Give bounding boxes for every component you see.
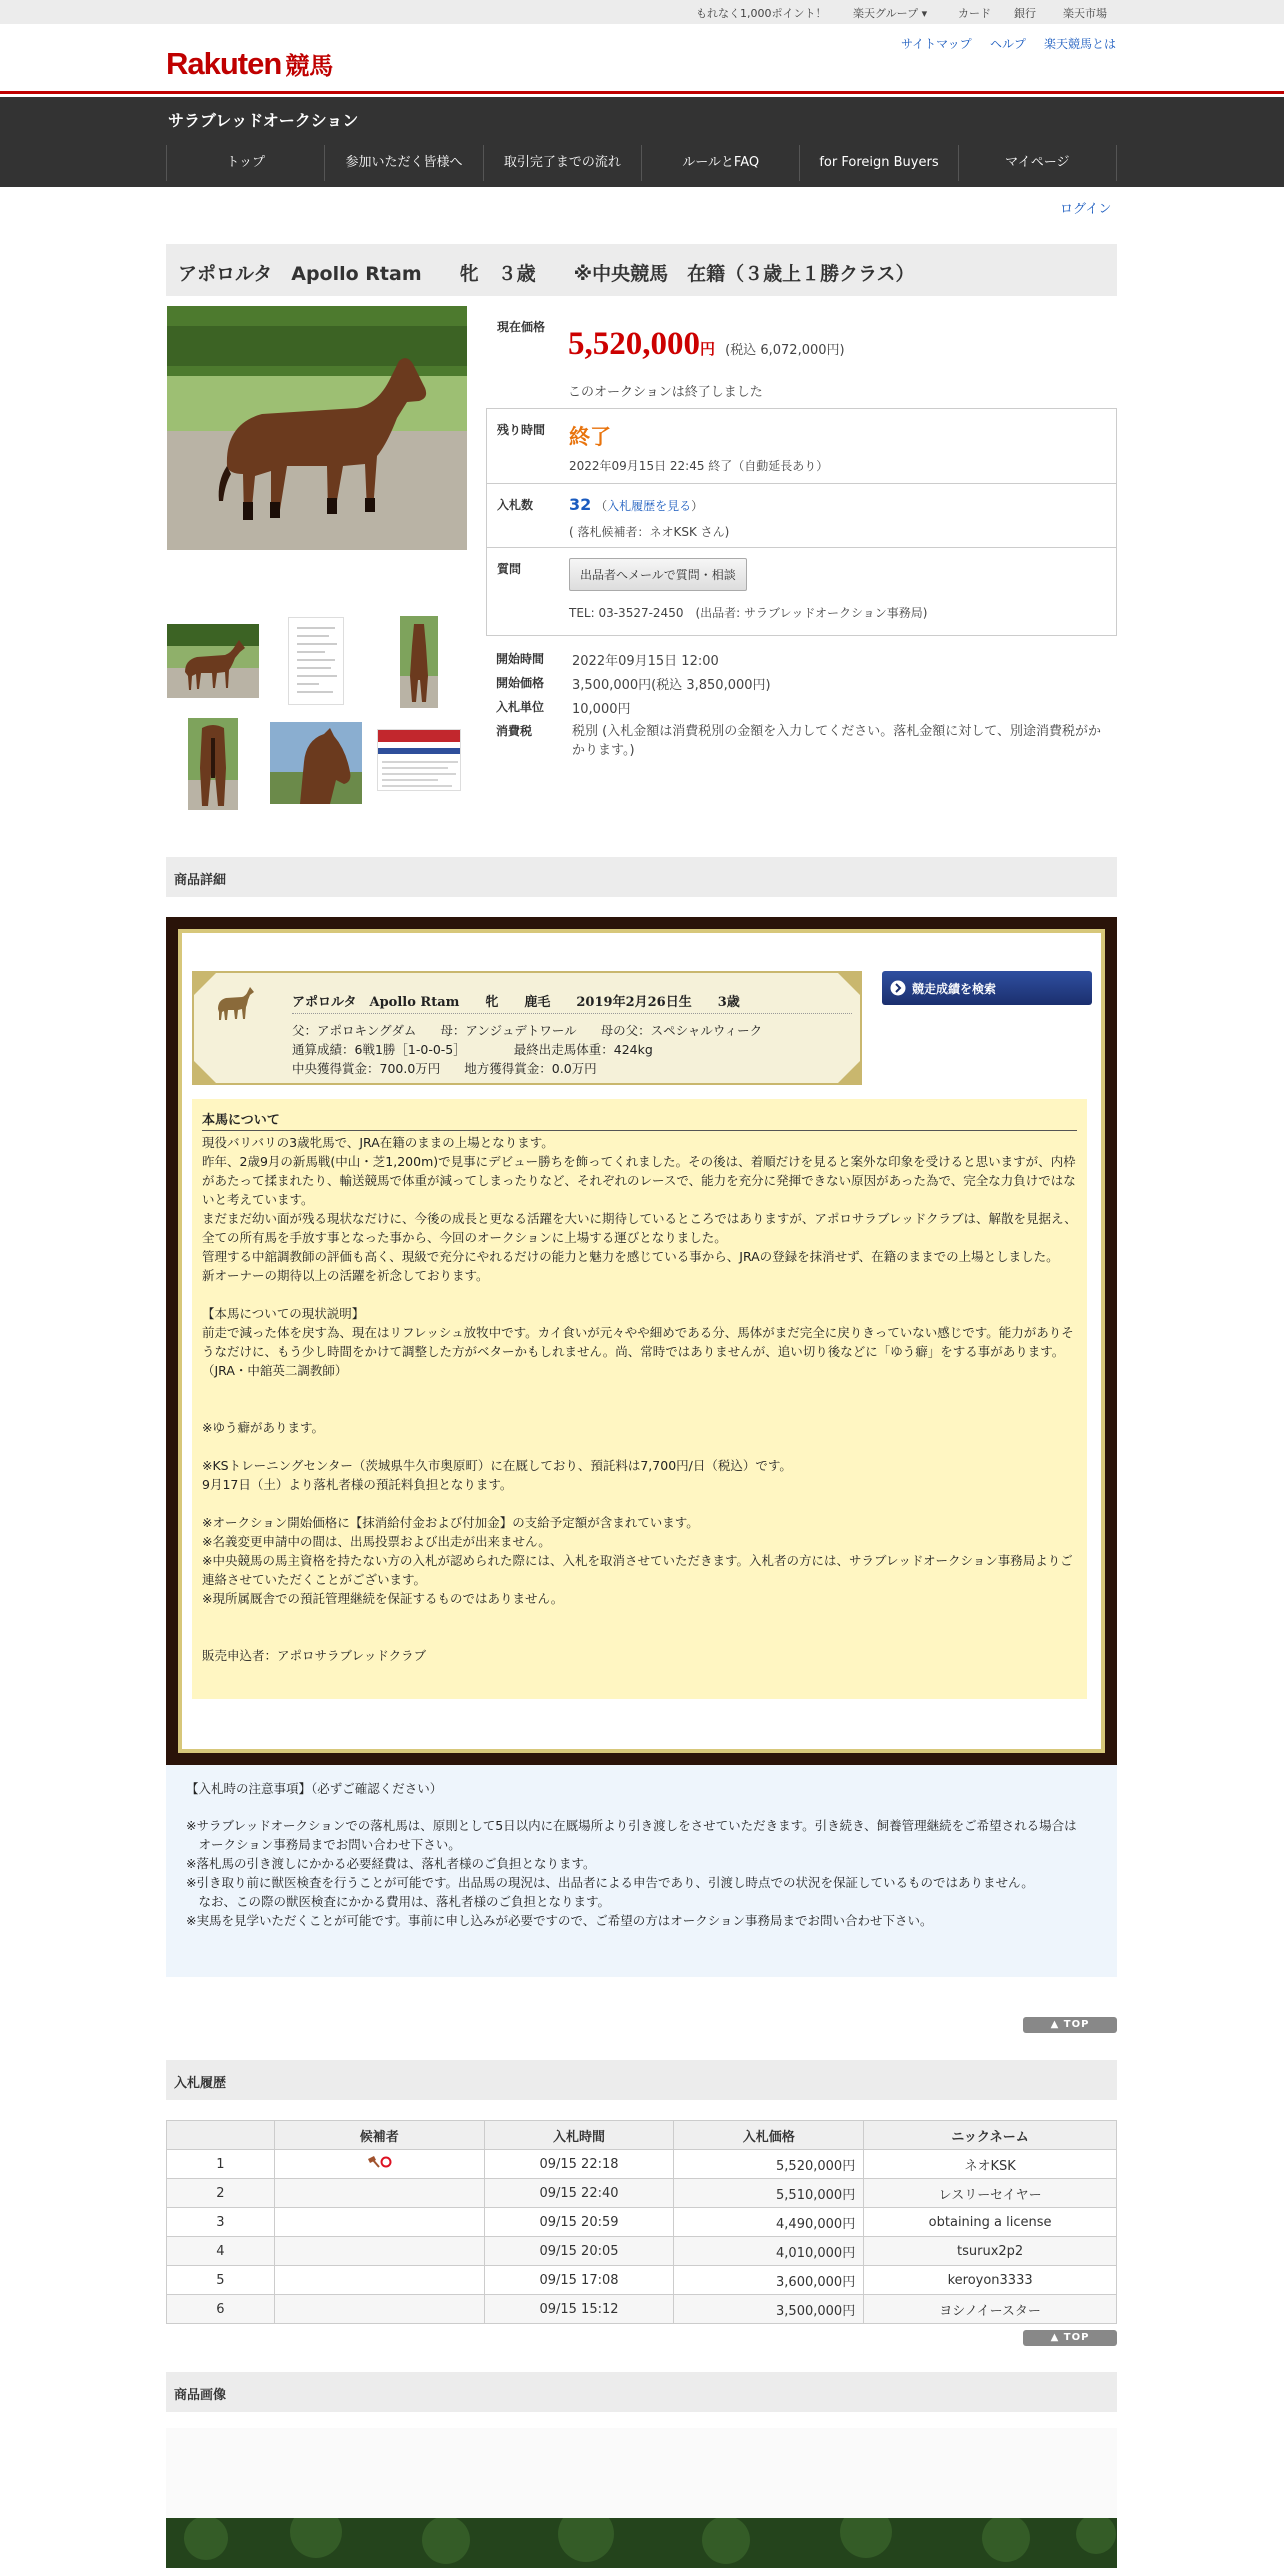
thumbnail-document[interactable] xyxy=(288,617,344,705)
bid-time-cell: 09/15 15:12 xyxy=(484,2295,674,2324)
detail-label: 開始時間 xyxy=(496,652,545,666)
listing-title: アポロルタ Apollo Rtam 牝 ３歳 ※中央競馬 在籍（３歳上１勝クラス） xyxy=(178,263,915,285)
section-header-images xyxy=(166,2372,1117,2412)
nav-foreign-buyers[interactable]: for Foreign Buyers xyxy=(800,145,958,181)
horse-icon xyxy=(212,983,258,1023)
sire: 父：アポロキングダム xyxy=(292,1023,417,1038)
rank-cell: 2 xyxy=(167,2179,275,2208)
bid-price-cell: 5,510,000円 xyxy=(674,2179,864,2208)
site-title[interactable]: サラブレッドオークション xyxy=(168,111,359,130)
table-row xyxy=(167,2237,1117,2266)
bids-label: 入札数 xyxy=(497,498,534,512)
bid-time-cell: 09/15 17:08 xyxy=(484,2266,674,2295)
question-label: 質問 xyxy=(497,562,522,576)
candidate-cell xyxy=(274,2237,484,2266)
rank-cell: 1 xyxy=(167,2150,275,2179)
nickname-cell: obtaining a license xyxy=(864,2208,1117,2237)
remaining-row xyxy=(487,409,1116,484)
corner-ornament xyxy=(836,1059,862,1085)
top-button-label: TOP xyxy=(1063,2019,1090,2030)
table-row xyxy=(167,2179,1117,2208)
nickname-cell: keroyon3333 xyxy=(864,2266,1117,2295)
bid-price-cell: 3,600,000円 xyxy=(674,2266,864,2295)
table-row xyxy=(167,2150,1117,2179)
rank-cell: 5 xyxy=(167,2266,275,2295)
last-weight: 最終出走馬体重：424kg xyxy=(513,1042,653,1057)
help-link[interactable]: ヘルプ xyxy=(990,37,1027,51)
seller-name: 販売申込者：アポロサラブレッドクラブ xyxy=(202,1648,427,1663)
section-title: 商品画像 xyxy=(174,2388,227,2403)
notes-body-remarks: ※ゆう癖があります。 ※KSトレーニングセンター（茨城県牛久市奥原町）に在厩しており、預託料は7,700円/日（税込）です。 9月17日（土）より落札者様の預託料負担となります。 ※オークション開始価格に【抹消給付金および付加金】の支給予定額が含まれています。 ※名義変更申請中の間は、出馬投票および出走が出来ません。 ※中央競馬の馬主資格を持たない方の入札が認められた際には、入札を取消させていただきます。入札者の方には、サラブレッドオークション事務局よりご連絡させていただくことがございます。 ※現所属厩舎での預託管理継続を保証するものではありません。 xyxy=(202,1420,1073,1606)
col-header-rank xyxy=(167,2121,275,2150)
current-price xyxy=(568,326,845,363)
bidding-caution-box xyxy=(166,1765,1117,1977)
thumbnail-horse-side[interactable] xyxy=(167,624,259,698)
horse-notes xyxy=(192,1099,1087,1699)
central-prize: 中央獲得賞金：700.0万円 xyxy=(292,1061,441,1076)
caution-heading: 【入札時の注意事項】（必ずご確認ください） xyxy=(186,1781,443,1796)
nav-top[interactable]: トップ xyxy=(167,145,325,181)
sitemap-link[interactable]: サイトマップ xyxy=(901,37,972,51)
login-link[interactable]: ログイン xyxy=(1060,202,1112,217)
bid-time-cell: 09/15 20:59 xyxy=(484,2208,674,2237)
winner-hammer-icon xyxy=(366,2155,392,2169)
bid-price-cell: 5,520,000円 xyxy=(674,2150,864,2179)
ichiba-link[interactable]: 楽天市場 xyxy=(1063,7,1107,20)
caution-body: ※サラブレッドオークションでの落札馬は、原則として5日以内に在厩場所より引き渡しをさせていただきます。引き続き、飼養管理継続をご希望される場合は オークション事務局までお問い合わせ下さい。 ※落札馬の引き渡しにかかる必要経費は、落札者様のご負担となります。 ※引き取り前に獣医検査を行うことが可能です。出品馬の現況は、出品者による申告であり、引渡し時点での状況を保証しているものではありません。 なお、この際の獣医検査にかかる費用は、落札者様のご負担となります。 ※実馬を見学いただくことが可能です。事前に申し込みが必要ですので、ご希望の方はオークション事務局までお問い合わせ下さい。 xyxy=(186,1818,1077,1928)
card-link[interactable]: カード xyxy=(958,7,991,20)
remaining-value: 終了 xyxy=(569,425,611,449)
notes-body-condition: 【本馬についての現状説明】 前走で減った体を戻す為、現在はリフレッシュ放牧中です。カイ食いが元々やや細めである分、馬体がまだ完全に戻りきっていない感じです。能力がありそうなだけに、もう少し時間をかけて調整した方がベターかもしれません。尚、常時ではありませんが、追い切り後などに「ゆう癖」をする事があります。（JRA・中舘英二調教師） xyxy=(202,1306,1074,1378)
corner-ornament xyxy=(836,971,862,997)
bid-info-box xyxy=(486,408,1117,636)
col-header-bid-time: 入札時間 xyxy=(484,2121,674,2150)
damsire: 母の父：スペシャルウィーク xyxy=(600,1023,763,1038)
section-title: 入札履歴 xyxy=(174,2076,227,2091)
image-gallery-spacer xyxy=(166,2428,1117,2518)
bid-history-link[interactable]: 入札履歴を見る xyxy=(607,499,692,513)
top-utility-bar xyxy=(0,0,1284,24)
site-header xyxy=(0,24,1284,94)
search-button-label: 競走成績を検索 xyxy=(912,982,997,996)
nav-mypage[interactable]: マイページ xyxy=(959,145,1117,181)
bid-price-cell: 3,500,000円 xyxy=(674,2295,864,2324)
main-horse-photo[interactable] xyxy=(167,306,467,550)
remaining-label: 残り時間 xyxy=(497,423,546,437)
bids-count-line: 32 （入札履歴を見る） xyxy=(569,495,704,514)
race-record: 通算成績：6戦1勝［1-0-0-5］ xyxy=(292,1042,466,1057)
col-header-bid-price: 入札価格 xyxy=(674,2121,864,2150)
candidate-cell xyxy=(274,2295,484,2324)
thumbnail-horse-rear[interactable] xyxy=(188,718,238,810)
thumbnail-info-sheet[interactable] xyxy=(377,729,461,791)
logo-keiba-text: 競馬 xyxy=(285,52,334,80)
detail-value: 10,000円 xyxy=(572,702,631,717)
card-divider xyxy=(292,1013,852,1014)
nickname-cell: ヨシノイースター xyxy=(864,2295,1117,2324)
main-nav xyxy=(166,145,1117,181)
col-header-nickname: ニックネーム xyxy=(864,2121,1117,2150)
rank-cell: 6 xyxy=(167,2295,275,2324)
nickname-cell: ネオKSK xyxy=(864,2150,1117,2179)
detail-inner xyxy=(178,929,1105,1753)
table-header-row xyxy=(167,2121,1117,2150)
about-link[interactable]: 楽天競馬とは xyxy=(1044,37,1117,51)
logo-rakuten-text: Rakuten xyxy=(166,46,282,81)
price-tax-included: (税込 6,072,000円) xyxy=(725,343,845,358)
section-title: 商品詳細 xyxy=(174,873,227,888)
section-header-history xyxy=(166,2060,1117,2100)
main-nav-band xyxy=(0,97,1284,187)
thumbnail-horse-head[interactable] xyxy=(270,722,362,804)
listing-title-bar xyxy=(166,244,1117,296)
back-to-top-button[interactable]: ▲ TOP xyxy=(1023,2017,1117,2033)
corner-ornament xyxy=(192,1059,218,1085)
nav-flow[interactable]: 取引完了までの流れ xyxy=(484,145,642,181)
nav-rules-faq[interactable]: ルールとFAQ xyxy=(642,145,800,181)
horse-card xyxy=(192,971,862,1085)
notes-heading: 本馬について xyxy=(202,1109,1077,1131)
rakuten-keiba-logo[interactable] xyxy=(166,46,333,82)
candidate-cell xyxy=(274,2150,484,2179)
nickname-cell: tsurux2p2 xyxy=(864,2237,1117,2266)
record-line xyxy=(292,1040,653,1058)
rank-cell: 4 xyxy=(167,2237,275,2266)
arrow-circle-icon xyxy=(890,980,906,996)
table-row xyxy=(167,2266,1117,2295)
promo-link[interactable]: もれなく1,000ポイント！ xyxy=(696,7,827,20)
local-prize: 地方獲得賞金：0.0万円 xyxy=(464,1061,597,1076)
top-button-label: TOP xyxy=(1063,2332,1090,2343)
table-row xyxy=(167,2208,1117,2237)
gallery-photo[interactable] xyxy=(166,2518,1117,2568)
rank-cell: 3 xyxy=(167,2208,275,2237)
detail-label: 入札単位 xyxy=(496,700,545,714)
bid-price-cell: 4,010,000円 xyxy=(674,2237,864,2266)
bids-count[interactable]: 32 xyxy=(569,495,592,514)
bid-time-cell: 09/15 22:40 xyxy=(484,2179,674,2208)
detail-label: 開始価格 xyxy=(496,676,545,690)
nav-participants[interactable]: 参加いただく皆様へ xyxy=(325,145,483,181)
pedigree-line xyxy=(292,1021,762,1039)
detail-value: 税別 (入札金額は消費税別の金額を入力してください。落札金額に対して、別途消費税がかかります。) xyxy=(572,724,1101,758)
winning-bidder: ( 落札候補者：ネオKSK さん) xyxy=(569,525,730,539)
nickname-cell: レスリーセイヤー xyxy=(864,2179,1117,2208)
candidate-cell xyxy=(274,2266,484,2295)
section-header-detail xyxy=(166,857,1117,897)
table-row xyxy=(167,2295,1117,2324)
search-race-results-button[interactable] xyxy=(882,971,1092,1005)
bank-link[interactable]: 銀行 xyxy=(1014,7,1036,20)
candidate-cell xyxy=(274,2179,484,2208)
thumbnail-horse-front[interactable] xyxy=(400,616,438,708)
contact-tel: TEL: 03-3527-2450 (出品者: サラブレッドオークション事務局) xyxy=(569,606,928,620)
price-amount: 5,520,000 xyxy=(568,326,700,362)
candidate-cell xyxy=(274,2208,484,2237)
prize-line xyxy=(292,1059,597,1077)
question-row xyxy=(487,548,1116,635)
bid-history-table xyxy=(166,2120,1117,2324)
horse-name-line: アポロルタ Apollo Rtam 牝 鹿毛 2019年2月26日生 3歳 xyxy=(292,995,740,1010)
bid-time-cell: 09/15 22:18 xyxy=(484,2150,674,2179)
auction-status: このオークションは終了しました xyxy=(568,385,763,400)
contact-seller-button[interactable]: 出品者へメールで質問・相談 xyxy=(569,558,747,591)
end-time: 2022年09月15日 22:45 終了（自動延長あり） xyxy=(569,459,829,473)
col-header-candidate: 候補者 xyxy=(274,2121,484,2150)
bid-price-cell: 4,490,000円 xyxy=(674,2208,864,2237)
price-label: 現在価格 xyxy=(497,320,546,334)
rakuten-group-menu[interactable]: 楽天グループ ▾ xyxy=(853,7,928,20)
detail-value: 3,500,000円(税込 3,850,000円) xyxy=(572,678,771,693)
bids-row xyxy=(487,484,1116,548)
detail-frame xyxy=(166,917,1117,1765)
bid-time-cell: 09/15 20:05 xyxy=(484,2237,674,2266)
dam: 母：アンジュデトワール xyxy=(440,1023,577,1038)
back-to-top-button[interactable]: ▲ TOP xyxy=(1023,2330,1117,2346)
price-yen: 円 xyxy=(700,340,716,358)
detail-value: 2022年09月15日 12:00 xyxy=(572,654,719,669)
notes-body-intro: 現役バリバリの3歳牝馬で、JRA在籍のままの上場となります。 昨年、2歳9月の新馬戦(中山・芝1,200m)で見事にデビュー勝ちを飾ってくれました。その後は、着順だけを見ると案外な印象を受けると思いますが、内枠があたって揉まれたり、輸送競馬で体重が減ってしまったりなど、それぞれのレースで、能力を充分に発揮できない原因があった為で、完全な力負けではないと考えています。 まだまだ幼い面が残る現状なだけに、今後の成長と更なる活躍を大いに期待しているところではありますが、アポロサラブレッドクラブは、解散を見据え、全ての所有馬を手放す事となった事から、今回のオークションに上場する運びとなりました。 管理する中舘調教師の評価も高く、現級で充分にやれるだけの能力と魅力を感じている事から、JRAの登録を抹消せず、在籍のままでの上場としました。 新オーナーの期待以上の活躍を祈念しております。 xyxy=(202,1135,1077,1283)
detail-label: 消費税 xyxy=(496,724,533,738)
